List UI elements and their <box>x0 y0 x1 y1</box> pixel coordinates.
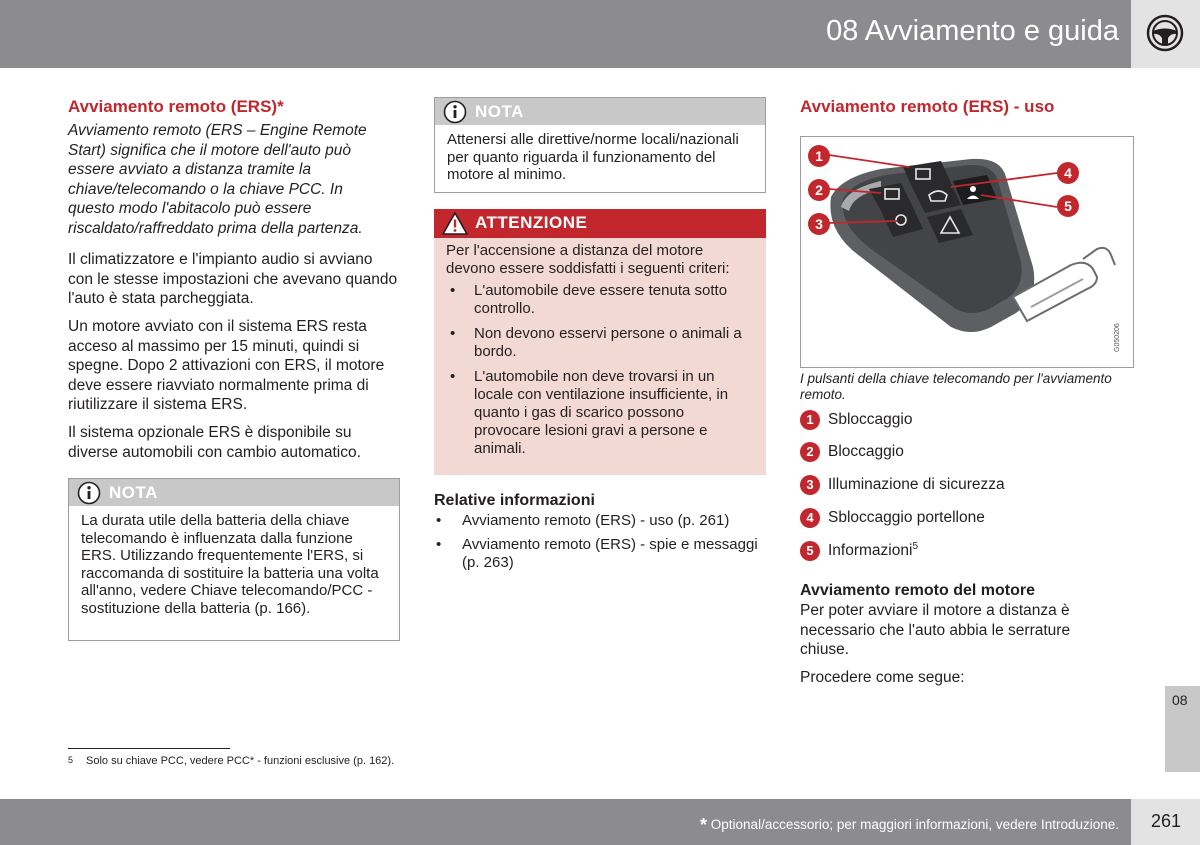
note-header <box>435 98 765 125</box>
legend-text: Sbloccaggio portellone <box>828 509 985 526</box>
legend-text: Sbloccaggio <box>828 411 913 428</box>
callout-1: 1 <box>808 145 830 167</box>
footer-note <box>700 815 1119 836</box>
legend-number: 1 <box>800 410 820 430</box>
footnote-text: Solo su chiave PCC, vedere PCC* - funzioni esclusive (p. 162). <box>86 755 395 767</box>
paragraph-duration: Un motore avviato con il sistema ERS resta acceso al massimo per 15 minuti, quindi si spegne. Dopo 2 attivazioni con ERS, il motore deve essere riavviato normalmente prima di riutilizzare il sistema ERS. <box>68 318 385 413</box>
legend-text: Bloccaggio <box>828 443 904 460</box>
callout-5: 5 <box>1057 195 1079 217</box>
page-footer <box>0 799 1131 845</box>
legend-item <box>800 475 1005 497</box>
legend-item <box>800 410 912 432</box>
warning-header <box>434 209 766 238</box>
steering-wheel-icon <box>1146 14 1184 52</box>
warning-box <box>434 209 766 475</box>
legend-text: Illuminazione di sicurezza <box>828 476 1005 493</box>
warning-list <box>446 282 754 458</box>
note-box-battery <box>68 478 400 641</box>
note-label: NOTA <box>475 102 524 121</box>
note-label: NOTA <box>109 483 158 502</box>
footnote-divider <box>68 748 230 749</box>
figure-code: G050206 <box>1114 323 1121 352</box>
warning-item: • L'automobile non deve trovarsi in un locale con ventilazione insufficiente, in quanto i gas di scarico possono provocare lesioni gravi a persone e animali. <box>446 368 754 458</box>
intro-paragraph: Avviamento remoto (ERS – Engine Remote Start) significa che il motore dell'auto può essere avviato a distanza tramite la chiave/telecomando o la chiave PCC. In questo modo l'abitacolo può essere riscaldato/raffreddato prima della partenza. <box>68 122 367 237</box>
related-info <box>434 492 764 578</box>
related-list <box>434 512 764 572</box>
callout-3: 3 <box>808 213 830 235</box>
info-icon <box>443 100 467 129</box>
legend-item <box>800 442 904 464</box>
page-number-box <box>1131 799 1200 845</box>
legend-item <box>800 508 985 530</box>
warning-body <box>434 238 766 473</box>
warning-item: • Non devono esservi persone o animali a bordo. <box>446 325 754 361</box>
legend-number: 2 <box>800 442 820 462</box>
note-text: Attenersi alle direttive/norme locali/nazionali per quanto riguarda il funzionamento del motore al minimo. <box>447 131 739 183</box>
chapter-number: 08 <box>1172 692 1188 708</box>
paragraph-locked: Per poter avviare il motore a distanza è necessario che l'auto abbia le serrature chiuse. <box>800 602 1071 658</box>
info-icon <box>77 481 101 510</box>
paragraph-climate: Il climatizzatore e l'impianto audio si avviano con le stesse impostazioni che avevano quando l'auto è stata parcheggiata. <box>68 251 398 307</box>
footnote-number: 5 <box>68 755 74 765</box>
related-link[interactable]: • Avviamento remoto (ERS) - uso (p. 261) <box>434 512 764 530</box>
callout-2: 2 <box>808 179 830 201</box>
legend-number: 5 <box>800 541 820 561</box>
note-box-idle <box>434 97 766 193</box>
chapter-title: 08 Avviamento e guida <box>826 15 1119 47</box>
legend-text: Informazioni <box>828 542 913 560</box>
chapter-header <box>0 0 1131 68</box>
footer-star: * <box>700 815 708 835</box>
section-heading-ers: Avviamento remoto (ERS)* <box>68 97 284 116</box>
footnote-ref: 5 <box>912 541 918 552</box>
paragraph-availability: Il sistema opzionale ERS è disponibile su diverse automobili con cambio automatico. <box>68 424 361 461</box>
footer-text: Optional/accessorio; per maggiori informazioni, vedere Introduzione. <box>710 817 1119 833</box>
callout-4: 4 <box>1057 162 1079 184</box>
note-text: La durata utile della batteria della chiave telecomando è influenzata dalla funzione ERS. Utilizzando frequentemente l'ERS, si raccomanda di sostituire la batteria una volta all'anno, vedere Chiave telecomando/PCC - sostituzione della batteria (p. 166). <box>81 512 379 617</box>
warning-label: ATTENZIONE <box>475 213 588 232</box>
warning-intro: Per l'accensione a distanza del motore devono essere soddisfatti i seguenti criteri: <box>446 242 730 277</box>
section-heading-ers-use: Avviamento remoto (ERS) - uso <box>800 97 1055 116</box>
legend-number: 3 <box>800 475 820 495</box>
footnote <box>68 755 394 767</box>
related-heading: Relative informazioni <box>434 492 595 509</box>
note-header <box>69 479 399 506</box>
subheading-remote-start: Avviamento remoto del motore <box>800 582 1036 599</box>
figure-caption: I pulsanti della chiave telecomando per l'avviamento remoto. <box>800 371 1112 402</box>
warning-item: • L'automobile deve essere tenuta sotto controllo. <box>446 282 754 318</box>
legend-item <box>800 541 918 563</box>
key-fob-figure <box>800 136 1134 368</box>
chapter-side-tab <box>1165 686 1200 772</box>
warning-triangle-icon <box>442 212 468 240</box>
related-link[interactable]: • Avviamento remoto (ERS) - spie e messaggi (p. 263) <box>434 536 764 572</box>
paragraph-procedure: Procedere come segue: <box>800 669 965 686</box>
legend-number: 4 <box>800 508 820 528</box>
chapter-icon-box <box>1131 0 1200 68</box>
page-number: 261 <box>1151 811 1182 831</box>
remote-key-illustration <box>801 137 1133 367</box>
